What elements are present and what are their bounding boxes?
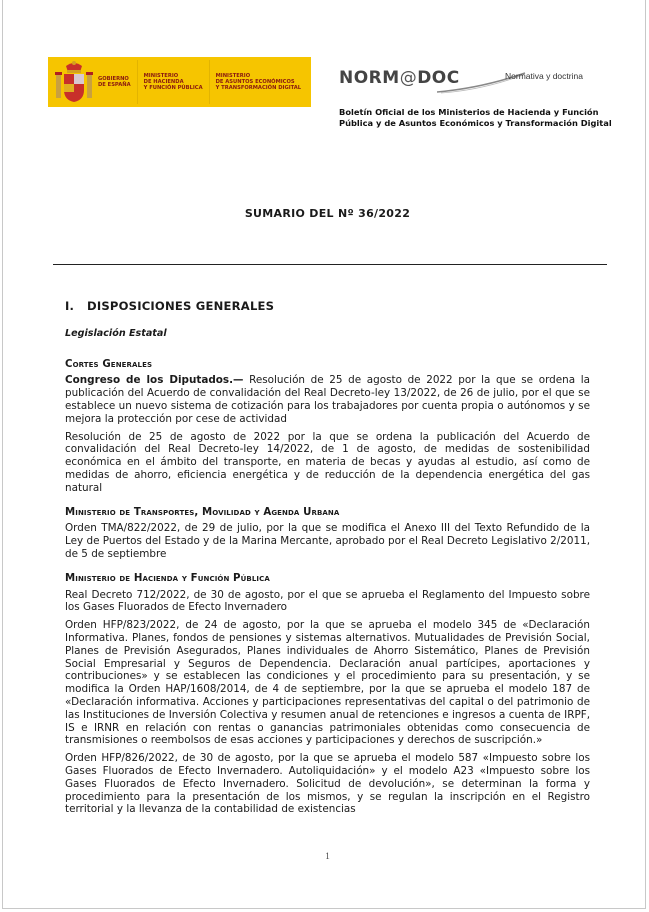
logo-text: DE HACIENDA: [143, 79, 184, 85]
bulletin-title-line: Pública y de Asuntos Económicos y Transformación Digital: [339, 117, 612, 128]
organism-group: [65, 507, 590, 561]
summary-entry[interactable]: [65, 619, 590, 747]
gov-logo-block-spain: [94, 60, 137, 104]
subsection-title: Legislación Estatal: [65, 327, 167, 339]
summary-entry[interactable]: [65, 752, 590, 816]
logo-text: Y FUNCIÓN PÚBLICA: [143, 85, 203, 91]
page-number: 1: [325, 851, 330, 861]
logo-text: DE ESPAÑA: [98, 82, 131, 88]
bulletin-title: [339, 107, 612, 128]
organism-group: [65, 573, 590, 816]
government-logo: [48, 57, 311, 107]
logo-text: GOBIERNO: [98, 76, 129, 82]
logo-text: Y TRANSFORMACIÓN DIGITAL: [215, 85, 302, 91]
summary-entry[interactable]: [65, 431, 590, 495]
bulletin-title-line: Boletín Oficial de los Ministerios de Hacienda y Función: [339, 107, 599, 117]
divider: [53, 264, 607, 265]
brand-part: NORM: [339, 68, 400, 88]
organism-group: [65, 359, 590, 495]
gov-logo-block-asuntos-economicos: [209, 60, 308, 104]
entry-text: Real Decreto 712/2022, de 30 de agosto, por el que se aprueba el Reglamento del Impuesto sobre los Gases Fluorados de Efecto Invernadero: [65, 588, 590, 614]
document-page: [2, 0, 646, 909]
entry-text: Orden HFP/823/2022, de 24 de agosto, por la que se aprueba el modelo 345 de «Declaración Informativa. Planes, fondos de pensiones y sistemas alternativos. Mutualidades de Previsión Social, Planes de Previsión Asegurados, Planes individuales de Ahorro Sistemático, Planes de Previsión Social Empresarial y Seguros de Dependencia. Declaración anual partícipes, aportaciones y contribuciones» y se establecen las condiciones y el procedimiento para su presentación, y se modifica la Orden HAP/1608/2014, de 4 de septiembre, por la que se aprueba el modelo 187 de «Declaración informativa. Acciones y participaciones representativas del capital o del patrimonio de las Instituciones de Inversión Colectiva y resumen anual de retenciones e ingresos a cuenta de IRPF, IS e IRNR en relación con rentas o ganancias patrimoniales obtenidas como consecuencia de transmisiones o reembolsos de esas acciones y participaciones y derechos de suscripción.»: [65, 619, 590, 747]
summary-entry[interactable]: [65, 589, 590, 615]
summary-entry[interactable]: [65, 374, 590, 425]
organism-heading: Ministerio de Transportes, Movilidad y Agenda Urbana: [65, 506, 340, 518]
entry-text: Orden HFP/826/2022, de 30 de agosto, por la que se aprueba el modelo 587 «Impuesto sobre los Gases Fluorados de Efecto Invernadero. Autoliquidación» y el modelo A23 «Impuesto sobre los Gases Fluorados de Efecto Invernadero. Solicitud de devolución», se determinan la forma y procedimiento para la presentación de los mismos, y se regulan la inscripción en el Registro territorial y la llevanza de la contabilidad de existencias: [65, 752, 590, 816]
logo-text: DE ASUNTOS ECONÓMICOS: [215, 79, 295, 85]
section-number: I.: [65, 299, 75, 313]
entry-text: Resolución de 25 de agosto de 2022 por la que se ordena la publicación del Acuerdo de convalidación del Real Decreto-ley 14/2022, de 1 de agosto, de medidas de sostenibilidad económica en el ámbito del transporte, en materia de becas y ayudas al estudio, así como de medidas de ahorro, eficiencia energética y de reducción de la dependencia energética del gas natural: [65, 430, 590, 494]
normadoc-logo: [339, 68, 583, 88]
organism-heading: Cortes Generales: [65, 358, 153, 370]
entry-text: Orden TMA/822/2022, de 29 de julio, por la que se modifica el Anexo III del Texto Refundido de la Ley de Puertos del Estado y de la Marina Mercante, aprobado por el Real Decreto Legislativo 2/2011, de 5 de septiembre: [65, 522, 590, 560]
brand-part: DOC: [417, 68, 460, 88]
gov-logo-block-hacienda: [137, 60, 209, 104]
summary-content: [65, 300, 590, 828]
section-title: [65, 300, 590, 313]
section-title-text: DISPOSICIONES GENERALES: [87, 299, 275, 313]
coat-of-arms-icon: [54, 60, 94, 104]
logo-text: MINISTERIO: [215, 73, 251, 79]
entry-lead: Congreso de los Diputados.—: [65, 374, 244, 387]
normadoc-tagline: Normativa y doctrina: [505, 71, 583, 81]
summary-entry[interactable]: [65, 522, 590, 560]
summary-title: SUMARIO DEL Nº 36/2022: [244, 207, 411, 220]
entry-text: Resolución de 25 de agosto de 2022 por la que se ordena la publicación del Acuerdo de convalidación del Real Decreto-ley 13/2022, de 26 de julio, por el que se establece un nuevo sistema de cotización para los trabajadores por cuenta propia o autónomos y se mejora la protección por cese de actividad: [65, 374, 590, 425]
organism-heading: Ministerio de Hacienda y Función Pública: [65, 572, 270, 584]
brand-at: @: [399, 68, 418, 88]
logo-text: MINISTERIO: [143, 73, 179, 79]
